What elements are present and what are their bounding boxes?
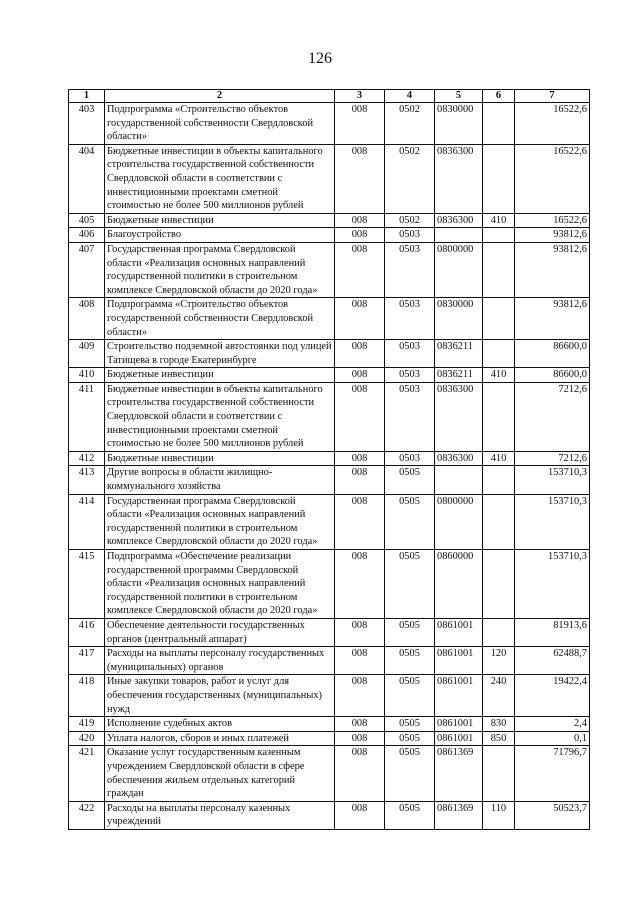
row-name: Благоустройство [105,228,335,243]
row-name: Бюджетные инвестиции [105,368,335,383]
row-number: 409 [69,340,105,368]
row-section-code: 0505 [385,618,435,646]
budget-table [68,89,590,830]
table-row [69,242,590,297]
row-amount: 153710,3 [515,466,590,494]
row-number: 411 [69,382,105,451]
row-name: Обеспечение деятельности государственных органов (центральный аппарат) [105,618,335,646]
row-expense-type-code: 410 [483,213,515,228]
row-department-code: 008 [335,144,385,213]
row-amount: 19422,4 [515,675,590,717]
row-department-code: 008 [335,717,385,732]
row-amount: 50523,7 [515,801,590,829]
row-section-code: 0505 [385,731,435,746]
row-number: 410 [69,368,105,383]
row-amount: 153710,3 [515,550,590,619]
table-row [69,103,590,145]
row-expense-type-code [483,340,515,368]
row-target-article-code: 0861001 [435,675,483,717]
row-department-code: 008 [335,550,385,619]
row-amount: 93812,6 [515,242,590,297]
table-row [69,451,590,466]
row-number: 404 [69,144,105,213]
row-number: 420 [69,731,105,746]
row-number: 412 [69,451,105,466]
row-section-code: 0505 [385,675,435,717]
row-amount: 93812,6 [515,298,590,340]
row-number: 415 [69,550,105,619]
table-row [69,647,590,675]
column-header: 5 [435,90,483,103]
row-target-article-code: 0836300 [435,213,483,228]
row-section-code: 0505 [385,647,435,675]
row-number: 417 [69,647,105,675]
row-expense-type-code: 120 [483,647,515,675]
row-expense-type-code [483,382,515,451]
row-expense-type-code [483,228,515,243]
row-amount: 93812,6 [515,228,590,243]
row-name: Другие вопросы в области жилищно-коммунального хозяйства [105,466,335,494]
row-target-article-code: 0800000 [435,242,483,297]
row-amount: 81913,6 [515,618,590,646]
row-department-code: 008 [335,618,385,646]
row-section-code: 0503 [385,368,435,383]
row-number: 407 [69,242,105,297]
row-department-code: 008 [335,298,385,340]
table-row [69,731,590,746]
column-header: 4 [385,90,435,103]
row-department-code: 008 [335,382,385,451]
row-section-code: 0502 [385,213,435,228]
row-department-code: 008 [335,466,385,494]
row-department-code: 008 [335,228,385,243]
row-target-article-code: 0830000 [435,103,483,145]
table-row [69,298,590,340]
column-header: 3 [335,90,385,103]
row-amount: 7212,6 [515,451,590,466]
row-expense-type-code: 110 [483,801,515,829]
row-amount: 7212,6 [515,382,590,451]
row-target-article-code: 0836211 [435,368,483,383]
row-name: Бюджетные инвестиции в объекты капитального строительства государственной собственности Свердловской области в соответствии с инвестиционными проектами сметной стоимостью не более 500 миллионов рублей [105,382,335,451]
row-section-code: 0503 [385,382,435,451]
row-amount: 2,4 [515,717,590,732]
row-target-article-code [435,228,483,243]
row-name: Подпрограмма «Строительство объектов государственной собственности Свердловской области» [105,103,335,145]
row-target-article-code: 0861001 [435,618,483,646]
table-row [69,466,590,494]
row-expense-type-code [483,466,515,494]
table-row [69,746,590,801]
row-name: Бюджетные инвестиции в объекты капитального строительства государственной собственности Свердловской области в соответствии с инвестиционными проектами сметной стоимостью не более 500 миллионов рублей [105,144,335,213]
row-number: 413 [69,466,105,494]
row-expense-type-code [483,746,515,801]
row-target-article-code: 0860000 [435,550,483,619]
row-number: 414 [69,494,105,549]
table-row [69,618,590,646]
row-name: Подпрограмма «Строительство объектов государственной собственности Свердловской области» [105,298,335,340]
row-expense-type-code [483,618,515,646]
row-number: 419 [69,717,105,732]
row-number: 408 [69,298,105,340]
table-row [69,340,590,368]
row-expense-type-code: 830 [483,717,515,732]
row-target-article-code [435,466,483,494]
table-row [69,144,590,213]
row-section-code: 0503 [385,242,435,297]
column-header: 7 [515,90,590,103]
row-section-code: 0503 [385,340,435,368]
row-section-code: 0505 [385,494,435,549]
row-department-code: 008 [335,494,385,549]
row-department-code: 008 [335,213,385,228]
table-header-row [69,90,590,103]
row-expense-type-code [483,144,515,213]
row-department-code: 008 [335,103,385,145]
row-section-code: 0503 [385,298,435,340]
row-name: Расходы на выплаты персоналу казенных учреждений [105,801,335,829]
row-target-article-code: 0836300 [435,451,483,466]
row-expense-type-code: 850 [483,731,515,746]
row-section-code: 0503 [385,228,435,243]
column-header: 2 [105,90,335,103]
row-number: 406 [69,228,105,243]
row-section-code: 0502 [385,144,435,213]
row-amount: 62488,7 [515,647,590,675]
row-department-code: 008 [335,340,385,368]
row-number: 405 [69,213,105,228]
row-amount: 86600,0 [515,368,590,383]
row-name: Иные закупки товаров, работ и услуг для обеспечения государственных (муниципальных) нужд [105,675,335,717]
row-amount: 0,1 [515,731,590,746]
row-section-code: 0503 [385,451,435,466]
table-row [69,717,590,732]
row-department-code: 008 [335,675,385,717]
row-amount: 86600,0 [515,340,590,368]
row-amount: 16522,6 [515,144,590,213]
row-number: 418 [69,675,105,717]
row-section-code: 0505 [385,466,435,494]
table-row [69,801,590,829]
row-amount: 16522,6 [515,103,590,145]
row-name: Государственная программа Свердловской области «Реализация основных направлений государственной политики в строительном комплексе Свердловской области до 2020 года» [105,494,335,549]
row-amount: 71796,7 [515,746,590,801]
row-name: Строительство подземной автостоянки под улицей Татищева в городе Екатеринбурге [105,340,335,368]
row-target-article-code: 0830000 [435,298,483,340]
row-number: 416 [69,618,105,646]
row-name: Государственная программа Свердловской области «Реализация основных направлений государственной политики в строительном комплексе Свердловской области до 2020 года» [105,242,335,297]
row-target-article-code: 0861369 [435,746,483,801]
row-target-article-code: 0861001 [435,647,483,675]
row-department-code: 008 [335,242,385,297]
table-row [69,368,590,383]
row-department-code: 008 [335,368,385,383]
row-target-article-code: 0800000 [435,494,483,549]
row-target-article-code: 0836211 [435,340,483,368]
row-number: 422 [69,801,105,829]
table-row [69,213,590,228]
row-section-code: 0505 [385,746,435,801]
row-section-code: 0505 [385,801,435,829]
row-section-code: 0505 [385,717,435,732]
row-target-article-code: 0836300 [435,382,483,451]
row-expense-type-code: 410 [483,451,515,466]
table-row [69,382,590,451]
row-name: Бюджетные инвестиции [105,213,335,228]
row-name: Уплата налогов, сборов и иных платежей [105,731,335,746]
row-section-code: 0505 [385,550,435,619]
row-name: Оказание услуг государственным казенным учреждением Свердловской области в сфере обеспечения жильем отдельных категорий граждан [105,746,335,801]
row-name: Подпрограмма «Обеспечение реализации государственной программы Свердловской области «Реализация основных направлений государственной политики в строительном комплексе Свердловской области до 2020 года» [105,550,335,619]
row-name: Бюджетные инвестиции [105,451,335,466]
column-header: 1 [69,90,105,103]
row-expense-type-code: 410 [483,368,515,383]
row-name: Расходы на выплаты персоналу государственных (муниципальных) органов [105,647,335,675]
row-department-code: 008 [335,801,385,829]
row-target-article-code: 0836300 [435,144,483,213]
row-department-code: 008 [335,647,385,675]
table-body [69,103,590,830]
row-expense-type-code [483,550,515,619]
row-target-article-code: 0861001 [435,731,483,746]
row-target-article-code: 0861001 [435,717,483,732]
row-department-code: 008 [335,731,385,746]
row-department-code: 008 [335,746,385,801]
table-row [69,550,590,619]
row-expense-type-code: 240 [483,675,515,717]
row-expense-type-code [483,494,515,549]
page-number: 126 [308,50,332,67]
row-number: 403 [69,103,105,145]
column-header: 6 [483,90,515,103]
row-expense-type-code [483,242,515,297]
row-expense-type-code [483,298,515,340]
row-amount: 16522,6 [515,213,590,228]
row-expense-type-code [483,103,515,145]
table-row [69,494,590,549]
table-row [69,675,590,717]
row-section-code: 0502 [385,103,435,145]
row-target-article-code: 0861369 [435,801,483,829]
row-number: 421 [69,746,105,801]
row-name: Исполнение судебных актов [105,717,335,732]
row-department-code: 008 [335,451,385,466]
table-row [69,228,590,243]
row-amount: 153710,3 [515,494,590,549]
